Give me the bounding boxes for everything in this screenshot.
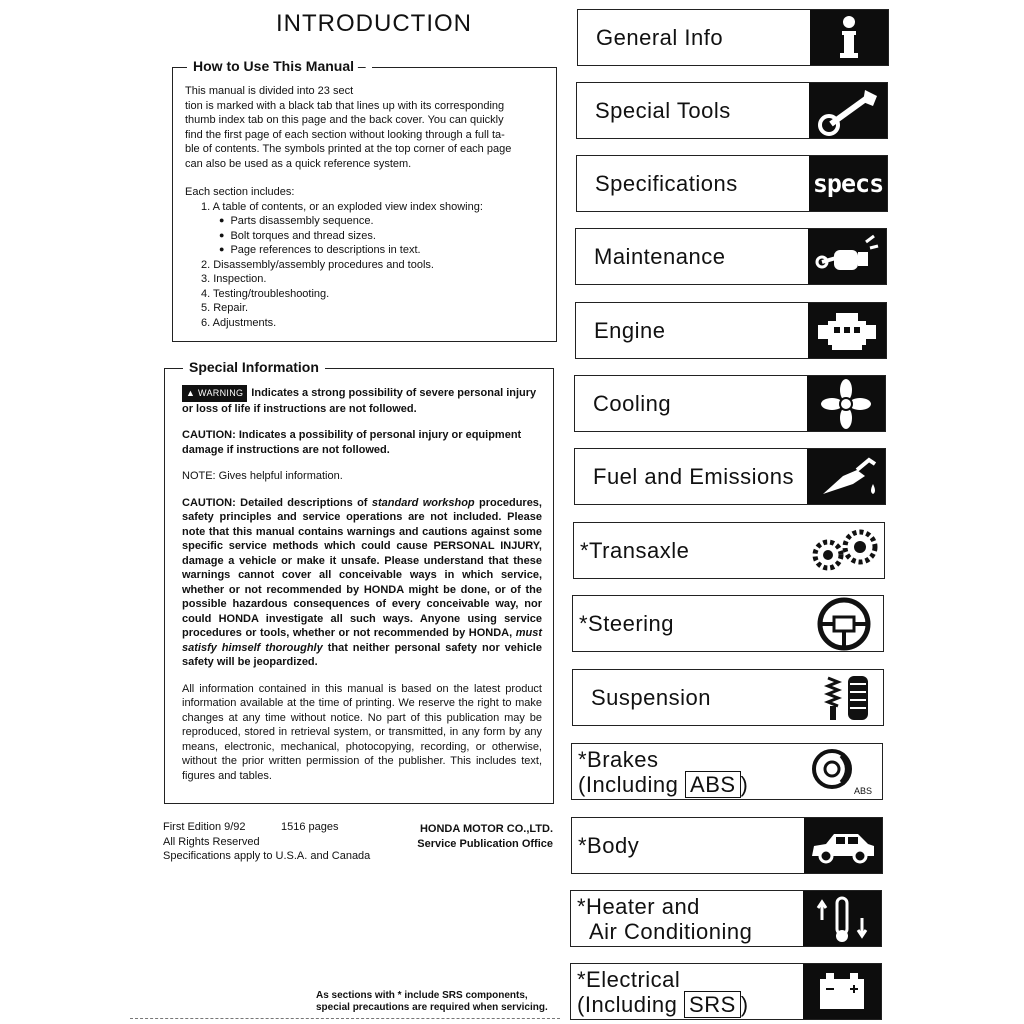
tab-general-info[interactable] <box>577 9 889 66</box>
list-item: 1. A table of contents, or an exploded view index showing: <box>201 200 483 213</box>
tab-body[interactable] <box>571 817 883 874</box>
abs-box: ABS <box>685 771 741 798</box>
caution-detail-text: procedures, safety principles and service operations are not included. Please note that this manual contains warnings and cautions against some specific service methods which could cause PERSONAL INJURY, damage a vehicle or make it unsafe. Please understand that these warnings cannot cover all conceivable ways in which service, whether or not recommended by HONDA might be done, or of the possible hazardous consequences of every conceivable way, nor could HONDA investigate all such ways. Anyone using service procedures or tools, whether or not recommended by HONDA, <box>182 496 542 639</box>
caution-detail-paragraph <box>182 496 542 670</box>
tab-label: Suspension <box>591 684 711 710</box>
srs-box: SRS <box>684 991 741 1018</box>
includes-label: Each section includes: <box>185 186 295 198</box>
steering-wheel-icon <box>805 596 883 651</box>
tab-cooling[interactable] <box>574 375 886 432</box>
rights-paragraph: All information contained in this manual is based on the latest product information available at the time of printing. We reserve the right to make changes at any time without notice. No part of this publication may be reproduced, stored in retrieval system, or transmitted, in any form by any means, electronic, mechanical, photocopying, recording, or otherwise, without the prior written permission of the publisher. This includes text, figures and tables. <box>182 682 542 782</box>
tab-electrical[interactable] <box>570 963 882 1020</box>
tab-label-line: *Electrical <box>577 966 681 992</box>
tab-brakes[interactable] <box>571 743 883 800</box>
special-info-heading: Special Information <box>183 359 325 375</box>
tab-label-line <box>577 992 749 1017</box>
fan-icon <box>807 376 885 431</box>
warning-paragraph <box>182 385 542 416</box>
fuel-nozzle-icon <box>807 449 885 504</box>
caution-detail-text: CAUTION: Detailed descriptions of <box>182 496 368 509</box>
sub-list-item: ● Bolt torques and thread sizes. <box>219 229 550 244</box>
warning-badge <box>182 385 247 402</box>
tab-special-tools[interactable] <box>576 82 888 139</box>
tab-label-line: Air Conditioning <box>589 918 753 944</box>
intro-line: This manual is divided into 23 sect <box>185 85 354 97</box>
brake-disc-icon <box>804 744 882 799</box>
srs-note <box>316 990 548 1014</box>
how-to-use-heading <box>187 58 372 74</box>
how-to-use-body <box>185 84 550 330</box>
company-name: HONDA MOTOR CO.,LTD. <box>419 823 553 835</box>
tab-label: Maintenance <box>594 243 726 269</box>
caution-paragraph: CAUTION: Indicates a possibility of personal injury or equipment damage if instructions are not followed. <box>182 429 522 456</box>
tab-label-line: *Heater and <box>577 893 700 919</box>
tab-label: Special Tools <box>595 97 731 123</box>
tab-label: *Transaxle <box>580 537 690 563</box>
office-name: Service Publication Office <box>417 837 553 850</box>
tab-label: Fuel and Emissions <box>593 463 794 489</box>
specs-icon-text: specs <box>812 169 884 198</box>
special-info-box <box>164 359 554 804</box>
tab-label <box>577 891 796 946</box>
tab-label: Cooling <box>593 390 672 416</box>
warning-text: Indicates a strong possibility of severe personal injury or loss of life if instructions are not followed. <box>182 387 537 415</box>
page-title: INTRODUCTION <box>276 10 472 37</box>
warning-badge-text: WARNING <box>198 388 244 398</box>
list-item: 6. Adjustments. <box>201 316 277 329</box>
tab-engine[interactable] <box>575 302 887 359</box>
list-item: 2. Disassembly/assembly procedures and tools. <box>201 258 434 271</box>
intro-line: can also be used as a quick reference system. <box>185 157 412 170</box>
tab-label-part: ) <box>740 991 749 1017</box>
spec-region: Specifications apply to U.S.A. and Canada <box>163 850 371 862</box>
list-item: 5. Repair. <box>201 302 249 314</box>
hand-tool-icon <box>808 229 886 284</box>
sub-list <box>185 214 550 258</box>
edition-info <box>163 820 370 864</box>
intro-line: find the first page of each section without looking through a full ta- <box>185 128 505 141</box>
special-info-body <box>182 385 542 795</box>
how-to-use-heading-text: How to Use This Manual <box>193 58 355 74</box>
tab-suspension[interactable] <box>572 669 884 726</box>
tab-maintenance[interactable] <box>575 228 887 285</box>
rights-reserved: All Rights Reserved <box>163 835 260 848</box>
tab-label: Engine <box>594 317 666 343</box>
info-icon <box>810 10 888 65</box>
list-item: 4. Testing/troubleshooting. <box>201 287 330 300</box>
tab-heater-and-air-conditioning[interactable] <box>570 890 882 947</box>
tab-label <box>577 964 796 1019</box>
edition: First Edition 9/92 <box>163 821 246 833</box>
heading-dash: – <box>357 58 366 74</box>
intro-line: tion is marked with a black tab that lines up with its corresponding <box>185 99 505 112</box>
engine-icon <box>808 303 886 358</box>
car-body-icon <box>804 818 882 873</box>
publisher-info <box>405 822 553 851</box>
tab-label: *Steering <box>579 610 675 636</box>
tab-transaxle[interactable] <box>573 522 885 579</box>
sub-list-item: ● Parts disassembly sequence. <box>219 214 550 229</box>
wrench-icon <box>809 83 887 138</box>
caution-detail-text: that neither personal safety nor vehicle safety will be jeopardized. <box>182 641 542 668</box>
thermometer-icon <box>803 891 881 946</box>
caution-detail-italic: standard workshop <box>371 496 475 509</box>
tab-label <box>578 744 797 799</box>
srs-note-line: special precautions are required when servicing. <box>316 1002 548 1013</box>
tab-label-part: ) <box>740 771 749 797</box>
caution-detail-italic: must satisfy himself thoroughly <box>182 627 542 654</box>
tab-label-line: *Brakes <box>578 746 659 772</box>
tab-label-part: (Including <box>578 771 679 797</box>
tab-label: Specifications <box>595 170 738 196</box>
tab-label: *Body <box>578 832 640 858</box>
note-paragraph: NOTE: Gives helpful information. <box>182 470 343 482</box>
tab-steering[interactable] <box>572 595 884 652</box>
list-item: 3. Inspection. <box>201 273 267 285</box>
tab-fuel-and-emissions[interactable] <box>574 448 886 505</box>
tab-specifications[interactable] <box>576 155 888 212</box>
tab-label-part: (Including <box>577 991 678 1017</box>
abs-icon-text: ABS <box>853 786 872 796</box>
tab-label-line <box>578 772 748 797</box>
tab-label: General Info <box>596 24 724 50</box>
shock-absorber-icon <box>805 670 883 725</box>
sub-list-item: ● Page references to descriptions in text. <box>219 243 550 258</box>
intro-line: ble of contents. The symbols printed at the top corner of each page <box>185 143 512 155</box>
intro-line: thumb index tab on this page and the back cover. You can quickly <box>185 114 504 126</box>
battery-icon <box>803 964 881 1019</box>
page-count: 1516 pages <box>281 821 339 833</box>
how-to-use-box <box>172 58 557 342</box>
gears-icon <box>806 523 884 578</box>
bottom-rule <box>130 1018 560 1020</box>
srs-note-line: As sections with * include SRS components, <box>316 990 528 1001</box>
specs-icon <box>809 156 887 211</box>
warning-triangle-icon: ▲ <box>186 388 196 398</box>
